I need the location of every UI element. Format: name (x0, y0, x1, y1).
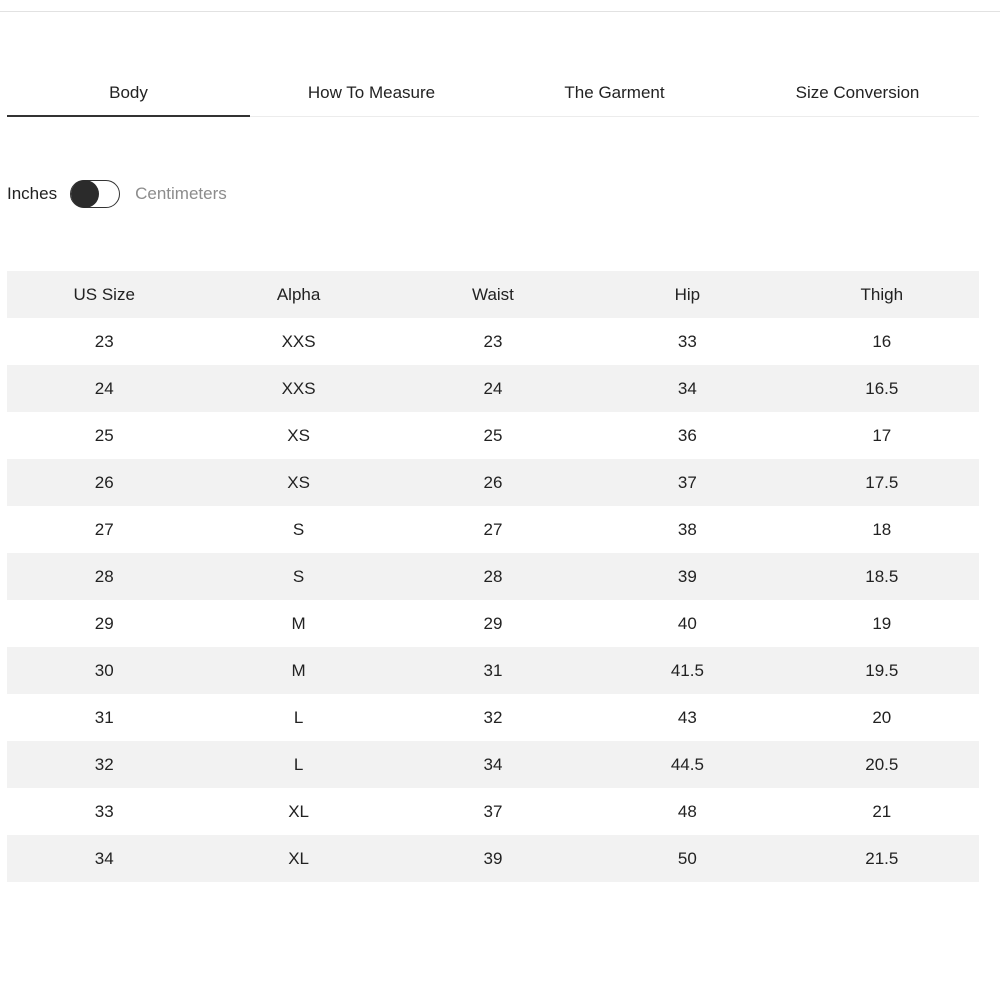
unit-switch-knob (71, 180, 99, 208)
table-row (7, 647, 979, 694)
cell-alpha: M (291, 660, 306, 680)
cell-us-size: 29 (94, 613, 114, 633)
unit-switch[interactable] (70, 180, 120, 208)
tab-how-to-measure[interactable]: How To Measure (307, 83, 436, 102)
cell-thigh: 16.5 (865, 378, 899, 398)
cell-hip: 44.5 (670, 754, 704, 774)
cell-us-size: 28 (94, 566, 114, 586)
cell-waist: 26 (483, 472, 503, 492)
cell-hip: 33 (677, 331, 697, 351)
table-row (7, 553, 979, 600)
cell-us-size: 33 (94, 801, 114, 821)
cell-waist: 25 (483, 425, 503, 445)
cell-us-size: 25 (94, 425, 114, 445)
size-chart-header (7, 271, 979, 318)
cell-alpha: XS (287, 425, 310, 445)
cell-thigh: 17.5 (865, 472, 899, 492)
cell-hip: 36 (677, 425, 697, 445)
cell-alpha: S (292, 519, 305, 539)
cell-thigh: 19.5 (865, 660, 899, 680)
cell-alpha: M (291, 613, 306, 633)
cell-hip: 40 (677, 613, 697, 633)
header-alpha: Alpha (276, 284, 321, 304)
cell-us-size: 30 (94, 660, 114, 680)
cell-alpha: XXS (281, 378, 316, 398)
tab-body[interactable]: Body (7, 72, 250, 116)
top-divider (0, 11, 1000, 12)
cell-alpha: XL (288, 801, 309, 821)
cell-alpha: L (293, 707, 304, 727)
table-row (7, 459, 979, 506)
table-row (7, 365, 979, 412)
cell-thigh: 20 (872, 707, 892, 727)
cell-hip: 50 (677, 848, 697, 868)
table-row (7, 412, 979, 459)
cell-thigh: 17 (872, 425, 892, 445)
cell-us-size: 34 (94, 848, 114, 868)
cell-us-size: 31 (94, 707, 114, 727)
cell-waist: 39 (483, 848, 503, 868)
table-row (7, 835, 979, 882)
cell-thigh: 18 (872, 519, 892, 539)
cell-alpha: L (293, 754, 304, 774)
cell-hip: 39 (677, 566, 697, 586)
table-header-row (7, 271, 979, 318)
cell-hip: 38 (677, 519, 697, 539)
unit-label-centimeters[interactable]: Centimeters (135, 184, 227, 203)
cell-thigh: 16 (872, 331, 892, 351)
cell-waist: 27 (483, 519, 503, 539)
cell-waist: 32 (483, 707, 503, 727)
cell-alpha: XXS (281, 331, 316, 351)
header-waist: Waist (472, 284, 514, 304)
cell-thigh: 19 (872, 613, 892, 633)
header-thigh: Thigh (860, 284, 904, 304)
cell-us-size: 27 (94, 519, 114, 539)
cell-thigh: 21.5 (865, 848, 899, 868)
cell-waist: 37 (483, 801, 503, 821)
cell-thigh: 21 (872, 801, 892, 821)
table-row (7, 741, 979, 788)
cell-waist: 31 (483, 660, 503, 680)
table-row (7, 600, 979, 647)
cell-waist: 34 (483, 754, 503, 774)
cell-hip: 41.5 (670, 660, 704, 680)
tab-size-conversion[interactable]: Size Conversion (795, 83, 920, 102)
cell-us-size: 24 (94, 378, 114, 398)
cell-thigh: 18.5 (865, 566, 899, 586)
cell-alpha: XL (288, 848, 309, 868)
cell-us-size: 26 (94, 472, 114, 492)
cell-us-size: 23 (94, 331, 114, 351)
size-chart-body (7, 318, 979, 882)
header-us-size: US Size (73, 284, 135, 304)
cell-waist: 24 (483, 378, 503, 398)
header-hip: Hip (674, 284, 701, 304)
cell-waist: 29 (483, 613, 503, 633)
table-row (7, 694, 979, 741)
cell-hip: 48 (677, 801, 697, 821)
size-guide-tabs (7, 72, 979, 117)
table-row (7, 318, 979, 365)
tab-the-garment[interactable]: The Garment (564, 83, 665, 102)
cell-waist: 23 (483, 331, 503, 351)
cell-hip: 37 (677, 472, 697, 492)
cell-thigh: 20.5 (865, 754, 899, 774)
unit-label-inches[interactable]: Inches (7, 184, 58, 203)
size-chart-table (7, 271, 979, 882)
cell-hip: 43 (677, 707, 697, 727)
cell-alpha: XS (287, 472, 310, 492)
cell-waist: 28 (483, 566, 503, 586)
cell-alpha: S (292, 566, 305, 586)
unit-toggle (7, 178, 227, 210)
table-row (7, 506, 979, 553)
table-row (7, 788, 979, 835)
cell-hip: 34 (677, 378, 697, 398)
cell-us-size: 32 (94, 754, 114, 774)
